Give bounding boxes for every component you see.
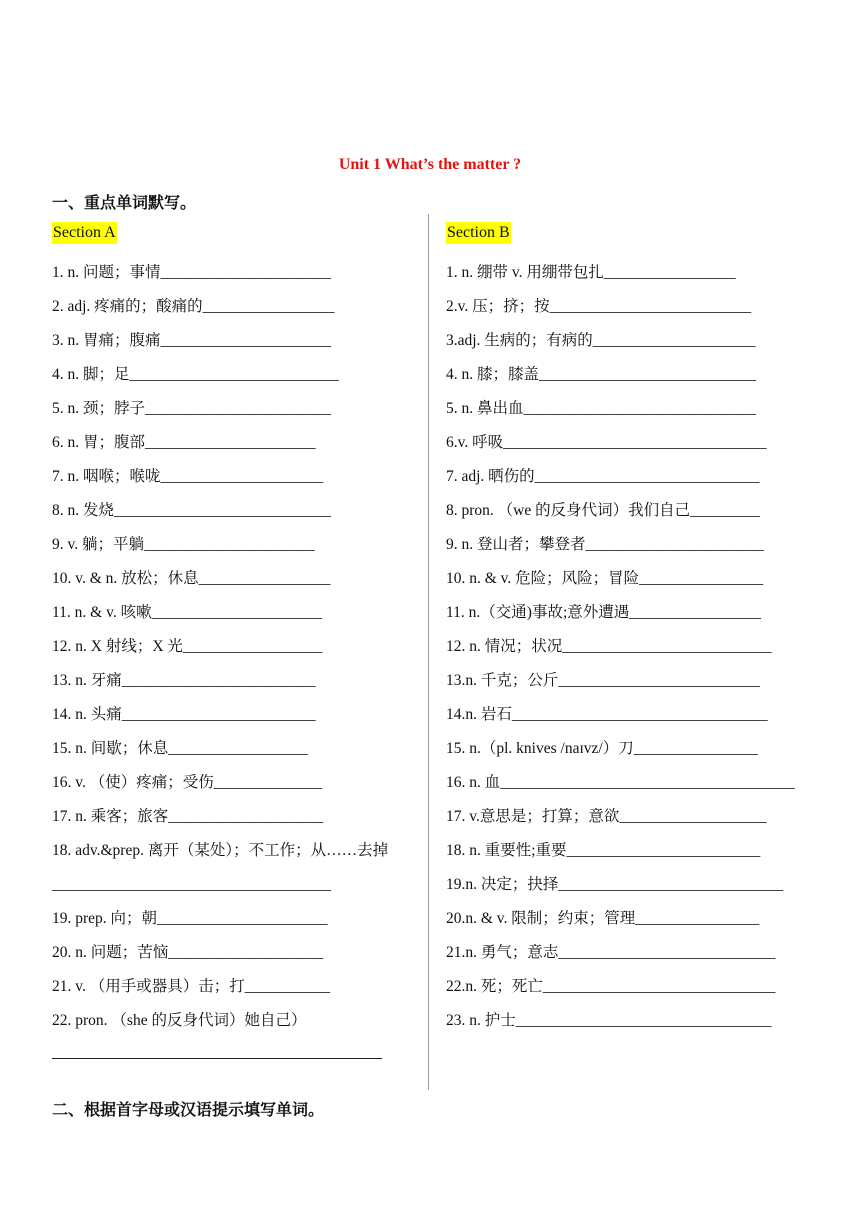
vocab-item: 13. n. 牙痛_________________________	[52, 672, 316, 689]
vocab-item: 7. adj. 晒伤的_____________________________	[446, 468, 760, 485]
vocab-item: 6. n. 胃；腹部______________________	[52, 434, 316, 451]
vocab-item: 17. v.意思是；打算；意欲___________________	[446, 808, 767, 825]
vocab-item: 14. n. 头痛_________________________	[52, 706, 316, 723]
vocab-item: 16. n. 血______________________________________	[446, 774, 795, 791]
vocab-item: 10. n. & v. 危险；风险；冒险________________	[446, 570, 764, 587]
vocab-item: 5. n. 鼻出血______________________________	[446, 400, 757, 417]
vocab-item: 18. adv.&prep. 离开（某处）；不工作；从……去掉____________________________________	[52, 842, 389, 893]
vocab-item: 21. v. （用手或器具）击；打___________	[52, 978, 330, 995]
vocab-item: 19. prep. 向；朝______________________	[52, 910, 328, 927]
vocab-item: 20. n. 问题；苦恼____________________	[52, 944, 324, 961]
vocab-item: 13.n. 千克；公斤__________________________	[446, 672, 760, 689]
column-divider	[428, 214, 429, 1090]
vocab-item: 10. v. & n. 放松；休息_________________	[52, 570, 331, 587]
vocab-item: 9. n. 登山者；攀登者_______________________	[446, 536, 764, 553]
section-b-list	[446, 256, 816, 1038]
vocab-item: 11. n.（交通)事故;意外遭遇_________________	[446, 604, 762, 621]
page-title: Unit 1 What’s the matter ?	[338, 156, 522, 173]
vocab-item: 3.adj. 生病的；有病的_____________________	[446, 332, 756, 349]
vocab-item: 19.n. 决定；抉择_____________________________	[446, 876, 784, 893]
vocab-item: 1. n. 问题；事情______________________	[52, 264, 332, 281]
vocab-item: 12. n. 情况；状况___________________________	[446, 638, 772, 655]
vocab-item: 2.v. 压；挤；按__________________________	[446, 298, 752, 315]
section-a-column	[52, 222, 422, 1059]
section-a-list	[52, 256, 422, 1038]
vocab-item: 6.v. 呼吸__________________________________	[446, 434, 767, 451]
vocab-item: 5. n. 颈；脖子________________________	[52, 400, 332, 417]
vocab-item: 4. n. 脚；足___________________________	[52, 366, 339, 383]
vocab-item: 1. n. 绷带 v. 用绷带包扎_________________	[446, 264, 736, 281]
vocab-item: 22.n. 死；死亡______________________________	[446, 978, 776, 995]
vocab-item: 15. n.（pl. knives /naɪvz/）刀________________	[446, 740, 758, 757]
vocab-item: 22. pron. （she 的反身代词）她自己）	[52, 1012, 307, 1029]
vocab-item: 2. adj. 疼痛的；酸痛的_________________	[52, 298, 335, 315]
vocab-item: 4. n. 膝；膝盖____________________________	[446, 366, 757, 383]
part2-heading: 二、根据首字母或汉语提示填写单词。	[52, 1100, 325, 1119]
vocab-item: 18. n. 重要性;重要_________________________	[446, 842, 761, 859]
section-b-label: Section B	[446, 222, 511, 244]
vocab-item: 12. n. X 射线；X 光__________________	[52, 638, 323, 655]
vocab-item: 11. n. & v. 咳嗽______________________	[52, 604, 323, 621]
answer-blank-line	[52, 1058, 382, 1059]
section-a-label: Section A	[52, 222, 117, 244]
vocab-item: 23. n. 护士_________________________________	[446, 1012, 772, 1029]
vocab-item: 3. n. 胃痛；腹痛______________________	[52, 332, 332, 349]
vocab-item: 14.n. 岩石_________________________________	[446, 706, 768, 723]
vocab-item: 7. n. 咽喉；喉咙_____________________	[52, 468, 324, 485]
vocab-item: 9. v. 躺；平躺______________________	[52, 536, 315, 553]
vocab-item: 17. n. 乘客；旅客____________________	[52, 808, 324, 825]
section-b-column	[446, 222, 816, 1038]
vocab-item: 8. pron. （we 的反身代词）我们自己_________	[446, 502, 760, 519]
vocab-item: 16. v. （使）疼痛；受伤______________	[52, 774, 323, 791]
vocab-item: 21.n. 勇气；意志____________________________	[446, 944, 776, 961]
part1-heading: 一、重点单词默写。	[52, 193, 197, 212]
vocab-item: 20.n. & v. 限制；约束；管理________________	[446, 910, 760, 927]
vocab-item: 8. n. 发烧____________________________	[52, 502, 332, 519]
vocab-item: 15. n. 间歇；休息__________________	[52, 740, 308, 757]
